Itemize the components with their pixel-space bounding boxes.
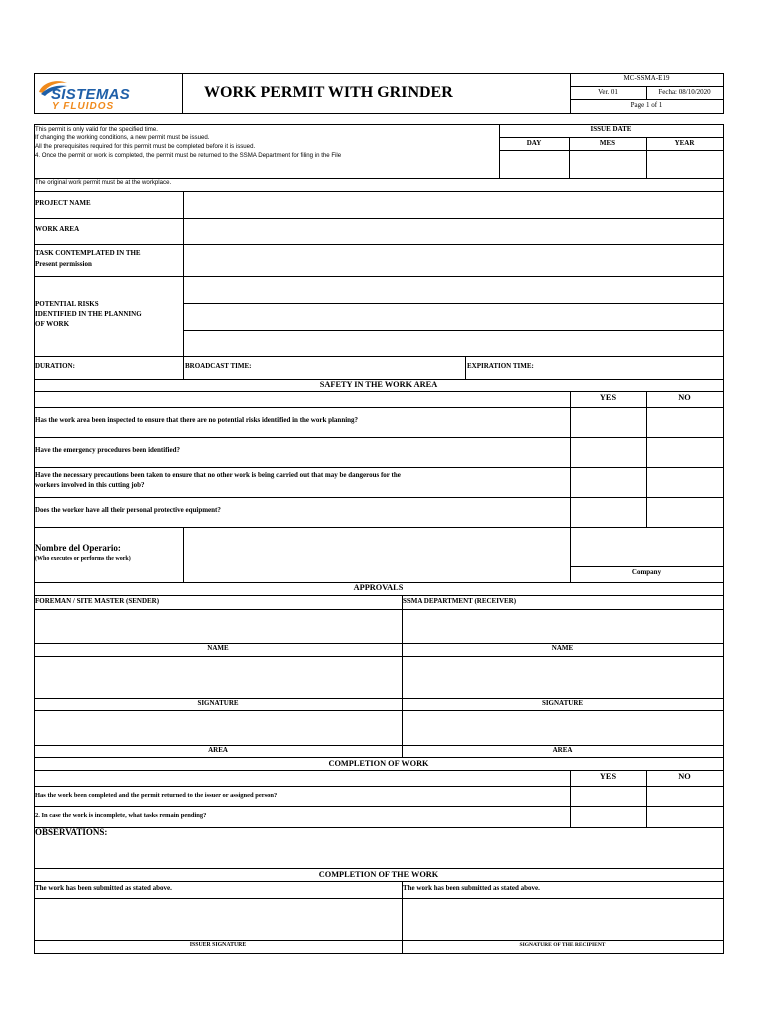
risks-field-1[interactable] — [184, 277, 722, 302]
grid-line-horizontal — [34, 391, 724, 392]
safety-q1-no-box[interactable] — [647, 408, 722, 436]
project-name-label: PROJECT NAME — [35, 199, 91, 207]
safety-question-1: Has the work area been inspected to ensure that there are no potential risks identified in the work planning? — [35, 416, 359, 424]
grid-line-horizontal — [34, 595, 724, 596]
grid-line-vertical — [182, 73, 183, 114]
grid-line-vertical — [723, 379, 724, 583]
grid-line-vertical — [34, 73, 35, 114]
document-version: Ver. 01 — [598, 88, 618, 96]
grid-line-horizontal — [570, 566, 724, 567]
grid-line-horizontal — [34, 698, 724, 699]
observations-label: OBSERVATIONS: — [35, 827, 108, 837]
grid-line-horizontal — [34, 940, 724, 941]
safety-q4-yes-box[interactable] — [571, 498, 645, 526]
receiver-header: SSMA DEPARTMENT (RECEIVER) — [403, 597, 517, 605]
completion-q2-no-box[interactable] — [647, 808, 722, 826]
issuer-submitted-text: The work has been submitted as stated above. — [35, 884, 172, 892]
work-area-label: WORK AREA — [35, 225, 80, 233]
grid-line-horizontal — [34, 827, 724, 828]
receiver-signature-label: SIGNATURE — [541, 699, 584, 707]
safety-q2-no-box[interactable] — [647, 438, 722, 466]
safety-question-3-line-1: Have the necessary precautions been taken to ensure that no other work is being carried out that may be dangerous for the — [35, 471, 401, 479]
sender-signature-label: SIGNATURE — [197, 699, 239, 707]
issue-month-field[interactable] — [570, 152, 645, 177]
receiver-name-label: NAME — [551, 644, 574, 652]
operator-name-sublabel: (Who executes or performs the work) — [35, 556, 131, 562]
grid-line-vertical — [723, 73, 724, 114]
safety-q3-no-box[interactable] — [647, 468, 722, 496]
note-line-4: 4. Once the permit or work is completed, the permit must be returned to the SSMA Department for filing in the File — [35, 152, 342, 159]
grid-line-horizontal — [570, 86, 724, 87]
document-code: MC-SSMA-E19 — [623, 74, 670, 82]
grid-line-horizontal — [34, 953, 724, 954]
document-page-number: Page 1 of 1 — [630, 101, 663, 109]
sender-signature-field[interactable] — [35, 658, 400, 697]
grid-line-horizontal — [34, 770, 724, 771]
risks-label-line-1: POTENTIAL RISKS — [35, 300, 99, 308]
safety-q4-no-box[interactable] — [647, 498, 722, 526]
safety-no-header: NO — [678, 393, 691, 402]
completion-section-title: COMPLETION OF WORK — [328, 759, 429, 768]
safety-question-3-line-2: workers involved in this cutting job? — [35, 481, 145, 489]
sender-area-field[interactable] — [35, 712, 400, 744]
project-name-field[interactable] — [184, 193, 722, 217]
note-line-2: If changing the working conditions, a new permit must be issued. — [35, 134, 210, 141]
grid-line-horizontal — [34, 868, 724, 869]
issue-date-month-label: MES — [599, 139, 616, 147]
duration-label: DURATION: — [35, 362, 75, 370]
note-line-1: This permit is only valid for the specified time. — [35, 126, 158, 133]
completion-no-header: NO — [678, 772, 691, 781]
grid-line-vertical — [723, 191, 724, 380]
sender-name-label: NAME — [207, 644, 229, 652]
grid-line-horizontal — [34, 73, 724, 74]
safety-q1-yes-box[interactable] — [571, 408, 645, 436]
grid-line-horizontal — [34, 881, 724, 882]
task-field[interactable] — [184, 245, 722, 275]
recipient-submitted-text: The work has been submitted as stated above. — [403, 884, 540, 892]
grid-line-vertical — [723, 868, 724, 954]
grid-line-horizontal — [34, 898, 724, 899]
receiver-area-label: AREA — [552, 746, 573, 754]
task-label: TASK CONTEMPLATED IN THE — [35, 249, 141, 257]
safety-q3-yes-box[interactable] — [571, 468, 645, 496]
grid-line-vertical — [34, 191, 35, 380]
grid-line-horizontal — [34, 745, 724, 746]
receiver-name-field[interactable] — [403, 611, 722, 642]
issue-date-day-label: DAY — [526, 139, 542, 147]
safety-section-title: SAFETY IN THE WORK AREA — [319, 380, 438, 389]
observations-field[interactable] — [35, 838, 722, 867]
grid-line-vertical — [723, 582, 724, 758]
logo-text-fluidos: Y FLUIDOS — [52, 101, 115, 112]
operator-name-field[interactable] — [184, 528, 569, 581]
risks-field-2[interactable] — [184, 304, 722, 329]
safety-q2-yes-box[interactable] — [571, 438, 645, 466]
work-area-field[interactable] — [184, 219, 722, 243]
completion-work-section-title: COMPLETION OF THE WORK — [318, 870, 439, 879]
recipient-signature-field[interactable] — [403, 900, 722, 939]
sender-name-field[interactable] — [35, 611, 400, 642]
grid-line-horizontal — [34, 356, 724, 357]
completion-q1-no-box[interactable] — [647, 788, 722, 806]
grid-line-horizontal — [34, 656, 724, 657]
receiver-signature-field[interactable] — [403, 658, 722, 697]
safety-question-4: Does the worker have all their personal protective equipment? — [35, 506, 221, 514]
grid-line-horizontal — [570, 99, 724, 100]
completion-yes-header: YES — [599, 772, 617, 781]
grid-line-horizontal — [34, 710, 724, 711]
risks-label-line-2: IDENTIFIED IN THE PLANNING — [35, 310, 142, 318]
issuer-signature-field[interactable] — [35, 900, 400, 939]
completion-q2-yes-box[interactable] — [571, 808, 645, 826]
completion-q1-yes-box[interactable] — [571, 788, 645, 806]
logo-text-sistemas: SISTEMAS — [51, 86, 131, 103]
broadcast-time-label: BROADCAST TIME: — [185, 362, 252, 370]
expiration-time-label: EXPIRATION TIME: — [467, 362, 534, 370]
grid-line-horizontal — [499, 150, 724, 151]
note-line-3: All the prerequisites required for this permit must be completed before it is issued. — [35, 143, 256, 150]
grid-line-horizontal — [34, 806, 724, 807]
risks-field-3[interactable] — [184, 331, 722, 355]
receiver-area-field[interactable] — [403, 712, 722, 744]
grid-line-horizontal — [34, 113, 724, 114]
grid-line-horizontal — [34, 643, 724, 644]
completion-question-2: 2. In case the work is incomplete, what tasks remain pending? — [35, 812, 207, 819]
issuer-signature-label: ISSUER SIGNATURE — [189, 942, 247, 948]
issue-day-field[interactable] — [500, 152, 568, 177]
grid-line-vertical — [465, 356, 466, 380]
issue-date-label: ISSUE DATE — [590, 125, 632, 133]
safety-question-2: Have the emergency procedures been identified? — [35, 446, 180, 454]
grid-line-horizontal — [34, 786, 724, 787]
grid-line-horizontal — [34, 191, 724, 192]
sender-area-label: AREA — [208, 746, 228, 754]
company-field[interactable] — [571, 528, 722, 565]
sender-header: FOREMAN / SITE MASTER (SENDER) — [35, 597, 160, 605]
task-sublabel: Present permission — [35, 260, 92, 268]
company-label: Company — [631, 568, 662, 576]
grid-line-vertical — [723, 757, 724, 869]
document-date: Fecha: 08/10/2020 — [658, 88, 711, 96]
grid-line-vertical — [723, 124, 724, 192]
approvals-section-title: APPROVALS — [353, 583, 404, 592]
issue-year-field[interactable] — [647, 152, 722, 177]
safety-yes-header: YES — [599, 393, 617, 402]
grid-line-horizontal — [499, 137, 724, 138]
grid-line-horizontal — [34, 757, 724, 758]
risks-label-line-3: OF WORK — [35, 320, 70, 328]
page-title: WORK PERMIT WITH GRINDER — [204, 84, 453, 101]
issue-date-year-label: YEAR — [674, 139, 695, 147]
recipient-signature-label: SIGNATURE OF THE RECIPIENT — [519, 942, 606, 948]
completion-question-1: Has the work been completed and the permit returned to the issuer or assigned person? — [35, 792, 278, 799]
operator-name-label: Nombre del Operario: — [35, 543, 121, 553]
grid-line-horizontal — [34, 609, 724, 610]
note-workplace: The original work permit must be at the workplace. — [35, 179, 172, 186]
